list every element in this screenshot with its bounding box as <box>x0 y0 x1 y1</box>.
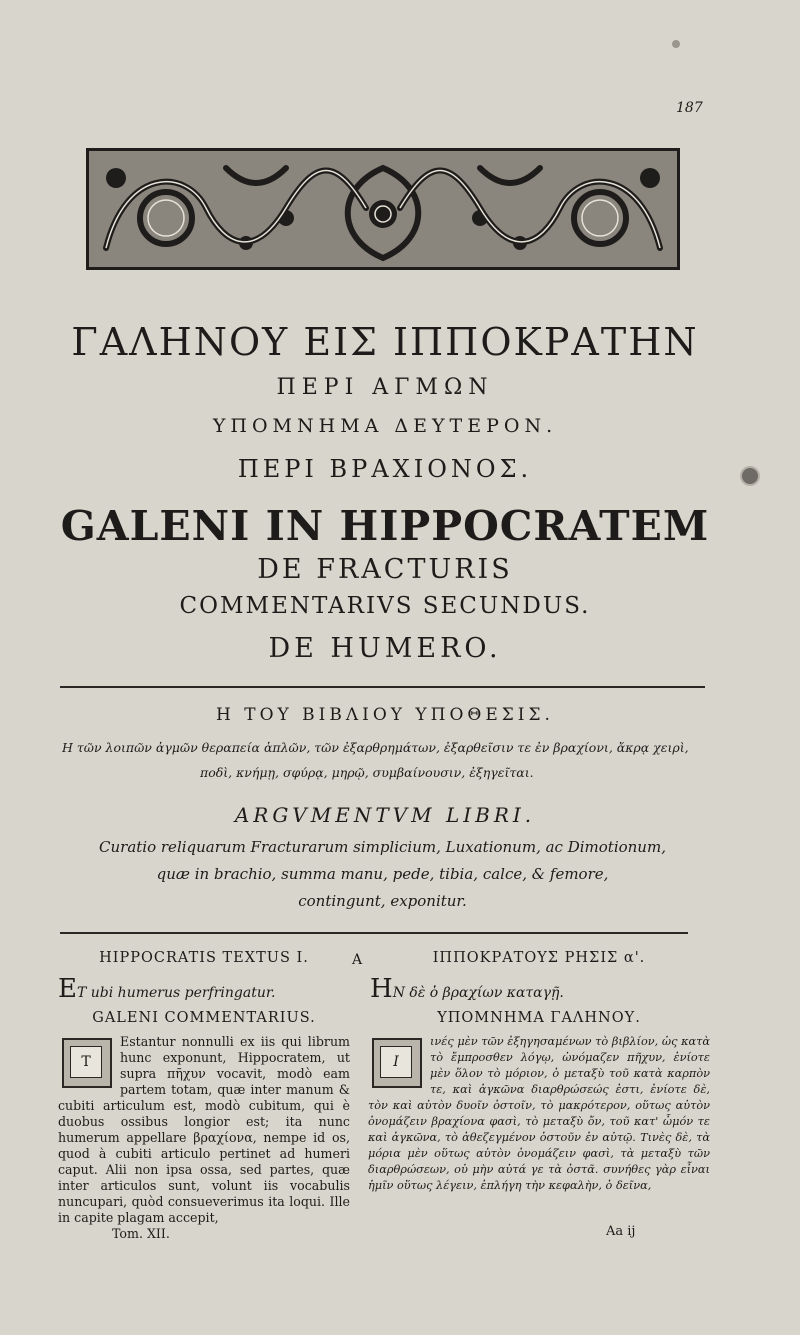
page-number: 187 <box>676 100 703 116</box>
title-rule <box>60 686 705 688</box>
latin-commentary-body <box>58 1034 350 1226</box>
latin-commentary-heading: GALENI COMMENTARIUS. <box>92 1010 316 1026</box>
latin-text-heading: HIPPOCRATIS TEXTUS I. <box>99 950 309 966</box>
hypothesis-line-1: Η τῶν λοιπῶν ἀγμῶν θεραπεία ἁπλῶν, τῶν ἐξαρθρημάτων, ἐξαρθεῖσιν τε ἐν βραχίονι, ἄκρᾳ χειρὶ, <box>62 740 689 755</box>
latin-column <box>58 950 350 1241</box>
greek-commentary-body <box>368 1034 710 1194</box>
argument-heading: ARGVMENTVM LIBRI. <box>234 803 536 827</box>
paper-spot <box>672 40 680 48</box>
greek-subtitle-fractures: ΠΕΡΙ ΑΓΜΩΝ <box>276 375 494 400</box>
greek-lemma-initial: Η <box>370 974 391 1004</box>
latin-lemma-initial: E <box>58 974 75 1004</box>
latin-lemma-text: T ubi humerus perfringatur. <box>76 985 276 1001</box>
latin-subtitle-fractures: DE FRACTURIS <box>257 554 513 585</box>
argument-line-2: quæ in brachio, summa manu, pede, tibia, calce, & femore, <box>156 865 609 883</box>
greek-lemma-text: Ν δὲ ὁ βραχίων καταγῇ. <box>392 985 564 1001</box>
greek-lemma <box>370 974 710 1004</box>
section-rule <box>60 932 688 934</box>
greek-subtitle-commentary: ΥΠΟΜΝΗΜΑ ΔΕΥΤΕΡΟΝ. <box>212 415 558 437</box>
argument-line-3: contingunt, exponitur. <box>298 892 467 910</box>
greek-dropcap <box>372 1038 422 1088</box>
greek-commentary-heading: ΥΠΟΜΝΗΜΑ ΓΑΛΗΝΟΥ. <box>437 1010 641 1026</box>
greek-title: ΓΑΛΗΝΟΥ ΕΙΣ ΙΠΠΟΚΡΑΤΗΝ <box>71 320 699 364</box>
latin-title: GALENI IN HIPPOCRATEM <box>60 502 710 550</box>
column-separator-letter: A <box>352 952 363 968</box>
greek-subtitle-humerus: ΠΕΡΙ ΒΡΑΧΙΟΝΟΣ. <box>237 455 533 483</box>
argument-line-1: Curatio reliquarum Fracturarum simplicium, Luxationum, ac Dimotionum, <box>99 838 666 856</box>
paper-spot <box>740 466 760 486</box>
latin-dropcap-letter: T <box>70 1046 102 1078</box>
latin-dropcap <box>62 1038 112 1088</box>
ornamental-headpiece <box>86 148 680 270</box>
greek-column <box>368 950 710 1194</box>
signature-mark: Aa ij <box>606 1224 636 1239</box>
volume-footer: Tom. XII. <box>112 1226 170 1241</box>
latin-subtitle-commentary: COMMENTARIVS SECUNDUS. <box>179 593 591 619</box>
latin-commentary-text: Estantur nonnulli ex iis qui librum hunc exponunt, Hippocratem, ut supra πῆχυν vocavit, modò eam partem totam, quæ inter manum & cubiti articulum est, modò cubitum, qui è duobus ossibus longior est; ita nunc humerum appellare βραχίονα, nempe id os, quod à cubiti articulo pertinet ad humeri caput. Alii non ipsa ossa, sed partes, quæ inter articulos sunt, volunt iis vocabulis nuncupari, quòd consueverimus ita loqui. Ille in capite plagam accepit, <box>58 1034 350 1225</box>
latin-subtitle-humerus: DE HUMERO. <box>268 633 502 664</box>
latin-lemma <box>58 974 350 1004</box>
hypothesis-heading: Η ΤΟΥ ΒΙΒΛΙΟΥ ΥΠΟΘΕΣΙΣ. <box>216 705 554 725</box>
greek-text-heading: ΙΠΠΟΚΡΑΤΟΥΣ ΡΗΣΙΣ α'. <box>432 950 646 966</box>
hypothesis-line-2: ποδὶ, κνήμῃ, σφύρᾳ, μηρῷ, συμβαίνουσιν, ἐξηγεῖται. <box>200 765 534 780</box>
greek-commentary-text: ινές μὲν τῶν ἐξηγησαμένων τὸ βιβλίον, ὡς κατὰ τὸ ἔμπροσθεν λόγῳ, ὠνόμαζεν πῆχυν, ἐνίοτε μὲν ὅλον τὸ μόριον, ὁ μεταξὺ τοῦ κατὰ καρπὸν τε, καὶ ἀγκῶνα διαρθρώσεώς ἐστι, ἐνίοτε δὲ, τὸν καὶ αὐτὸν δυοῖν ὀστοῖν, τὸ μακρότερον, οὕτως αὐτὸν ὀνομάζειν βραχίονα φασὶ, τὸ μεταξὺ ὄν, τοῦ κατ' ὦμόν τε καὶ ἀγκῶνα, τὸ ἀθεζεγμένον ὀστοῦν ἐν αὐτῷ. Τινὲς δὲ, τὰ μόρια μὲν οὕτως αὐτὸν ὀνομάζειν φασὶ, τὰ μεταξὺ τῶν διαρθρώσεων, οὐ μὴν αὐτά γε τὰ ὀστᾶ. συνήθες γὰρ εἶναι ἡμῖν οὕτως λέγειν, ἐπλήγη τὴν κεφαλὴν, ὁ δεῖνα, <box>368 1035 710 1192</box>
greek-dropcap-letter: Ι <box>380 1046 412 1078</box>
